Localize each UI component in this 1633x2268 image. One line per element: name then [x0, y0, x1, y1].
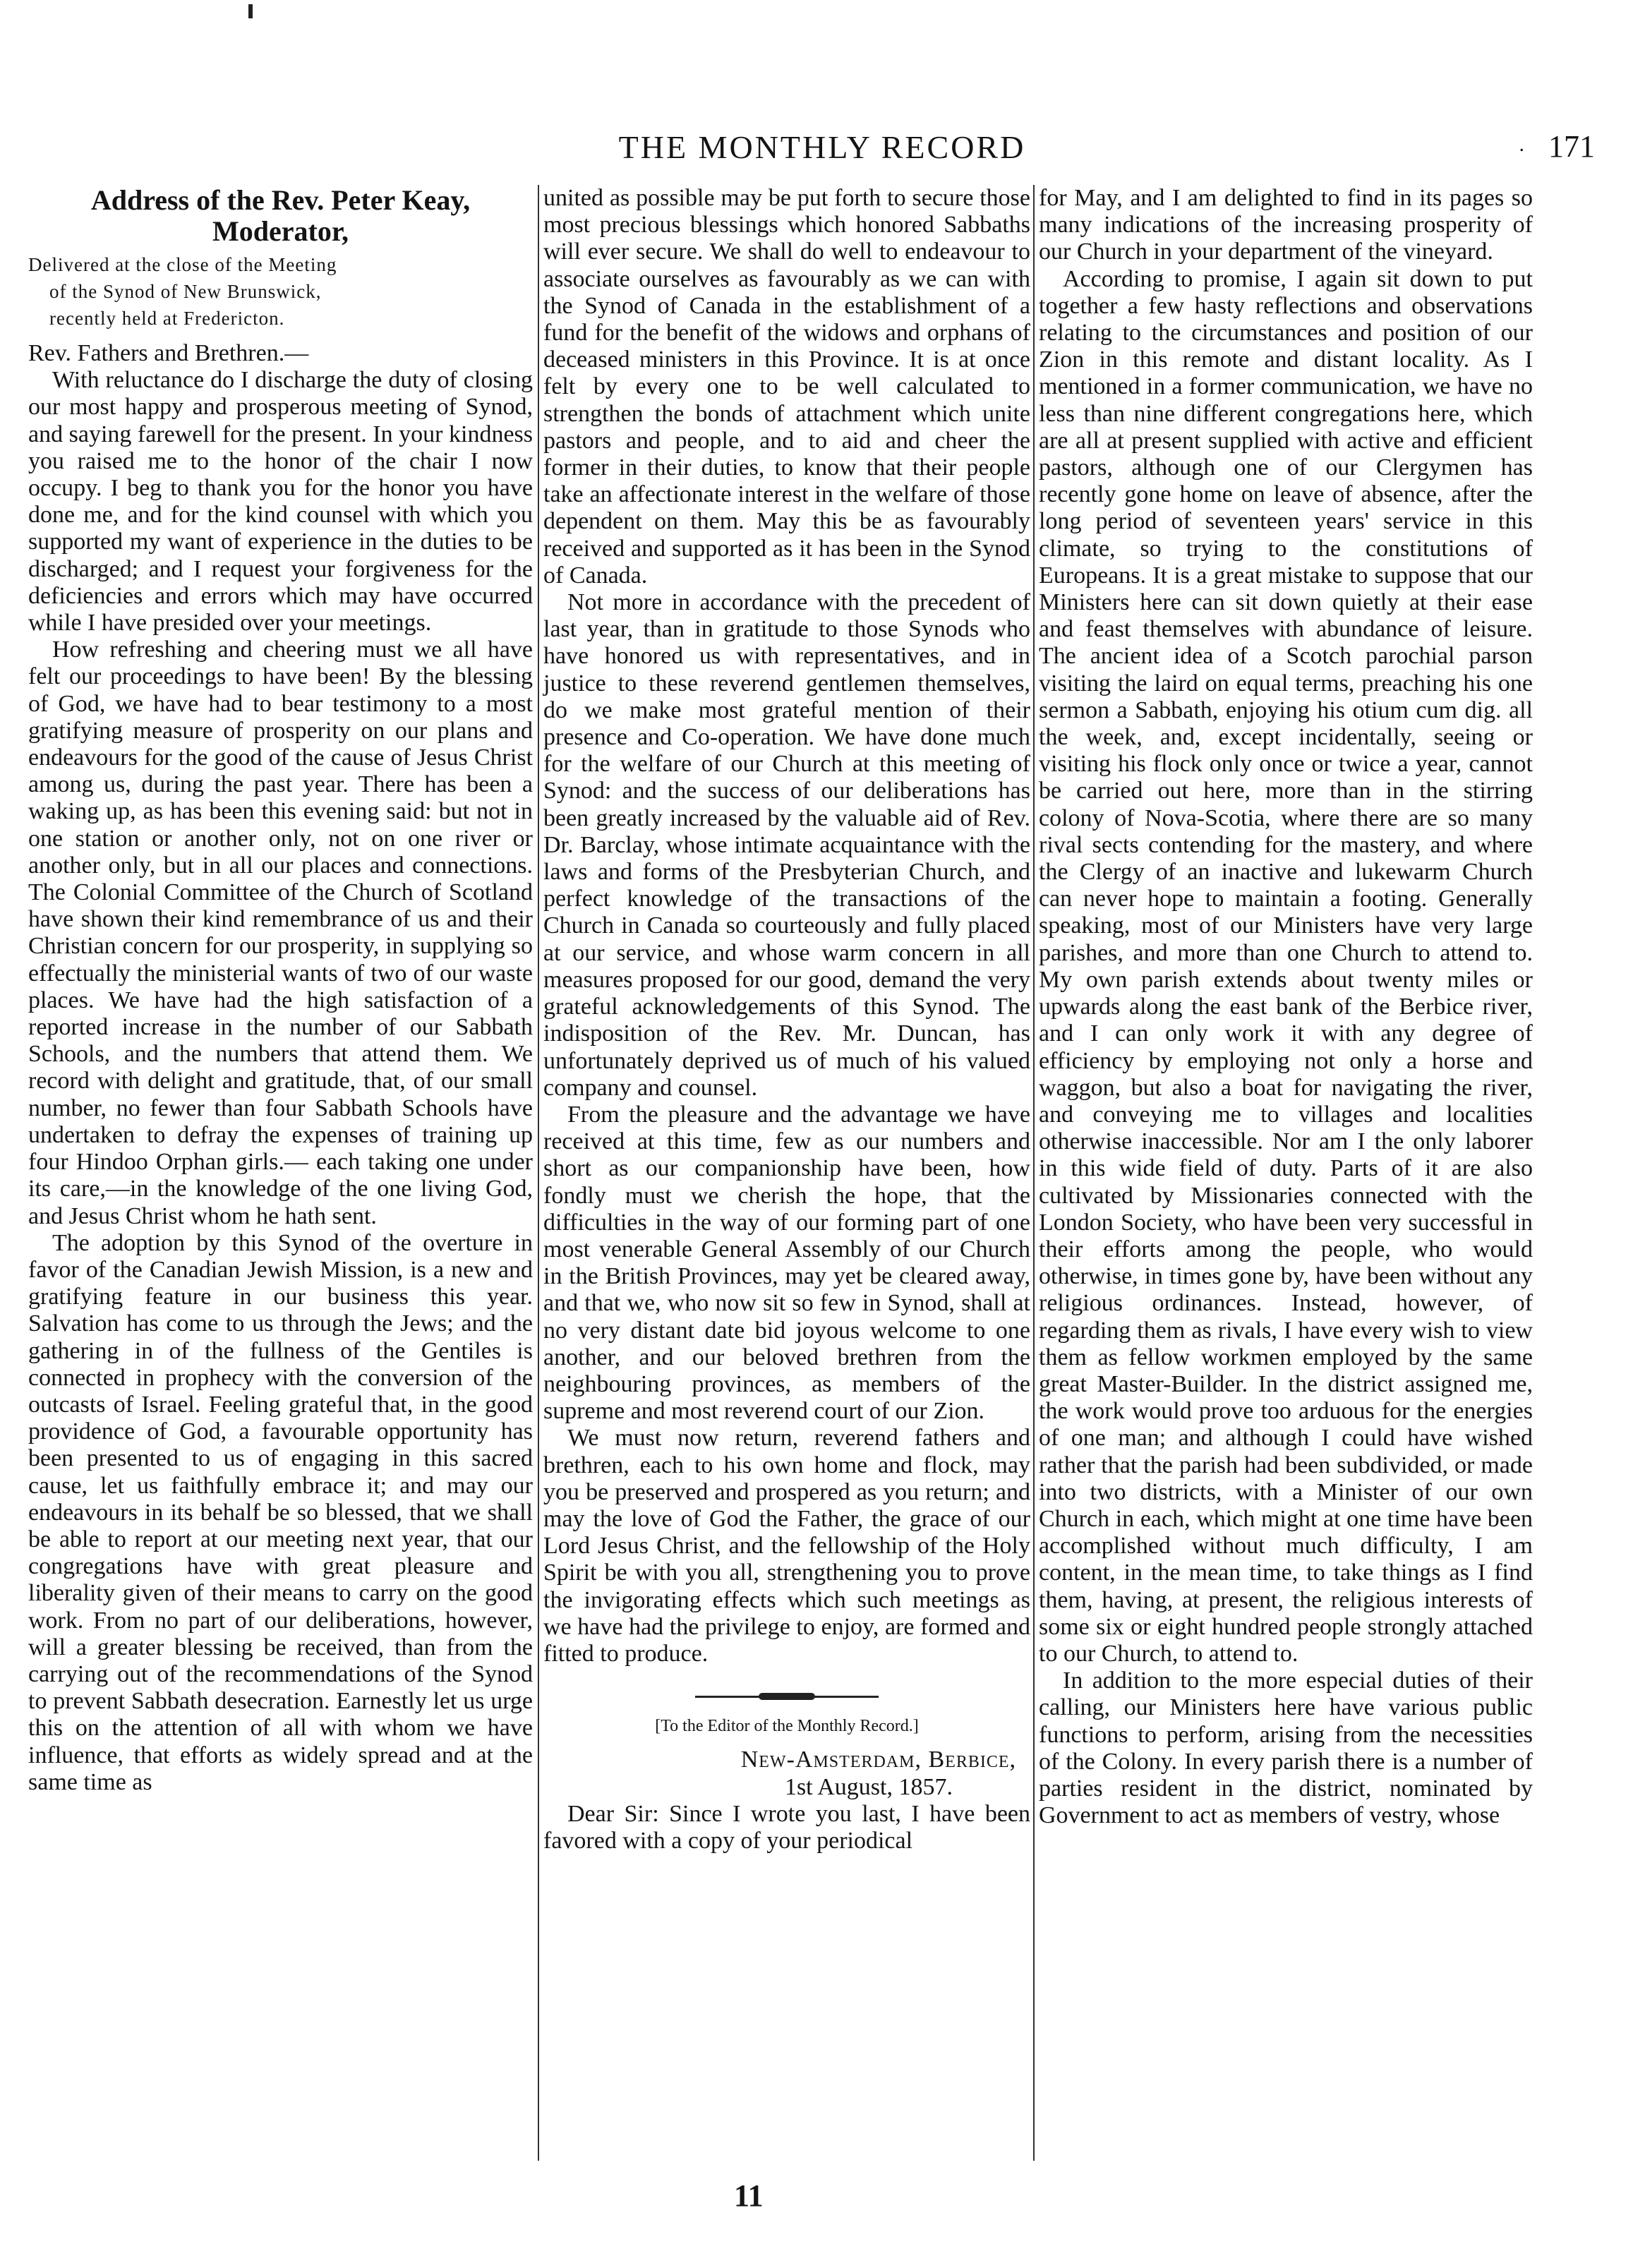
journal-title: THE MONTHLY RECORD	[618, 129, 1026, 165]
paragraph: Not more in accordance with the precedent of last year, than in gratitude to those Synods who have honored us with representatives, and in justice to these reverend gentlemen themselves, do we make most grateful mention of their presence and Co-operation. We have done much for the welfare of our Church at this meeting of Synod: and the success of our deliberations has been greatly increased by the valuable aid of Rev. Dr. Barclay, whose intimate acquaintance with the laws and forms of the Presbyterian Church, and perfect knowledge of the transactions of the Church in Canada so courteously and fully placed at our service, and whose warm concern in all measures proposed for our good, demand the very grateful acknowledgements of this Synod. The indisposition of the Rev. Mr. Duncan, has unfortunately deprived us of much of his valued company and counsel.	[543, 589, 1030, 1101]
letter-date: 1st August, 1857.	[784, 1773, 953, 1800]
article-title	[28, 185, 533, 247]
paragraph: According to promise, I again sit down to put together a few hasty reflections and observations relating to the circumstances and position of our Zion in this remote and distant locality. As I mentioned in a former communication, we have no less than nine different congregations here, which are all at present supplied with active and efficient pastors, although one of our Clergymen has recently gone home on leave of absence, after the long period of seventeen years' service in this climate, so trying to the constitutions of Europeans. It is a great mistake to suppose that our Ministers here can sit down quietly at their ease and feast themselves with abundance of leisure. The ancient idea of a Scotch parochial parson visiting the laird on equal terms, preaching his one sermon a Sabbath, enjoying his otium cum dig. all the week, and, except incidentally, seeing or visiting his flock only once or twice a year, cannot be carried out here, more than in the stirring colony of Nova-Scotia, where there are so many rival sects contending for the mastery, and where the Clergy of an inactive and lukewarm Church can never hope to maintain a footing. Generally speaking, most of our Ministers have very large parishes, and more than one Church to attend to. My own parish extends about twenty miles or upwards along the east bank of the Berbice river, and I can only work it with any degree of efficiency by employing not only a horse and waggon, but also a boat for navigating the river, and conveying me to villages and localities otherwise inaccessible. Nor am I the only laborer in this wide field of duty. Parts of it are also cultivated by Missionaries connected with the London Society, who have been very successful in their efforts among the people, who would otherwise, in times gone by, have been without any religious ordinances. Instead, however, of regarding them as rivals, I have every wish to view them as fellow workmen employed by the same great Master-Builder. In the district assigned me, the work would prove too arduous for the energies of one man; and although I could have wished rather that the parish had been subdivided, or made into two districts, with a Minister of our own Church in each, which might at one time have been accomplished without much difficulty, I am content, in the mean time, to take things as I find them, having, at present, the religious interests of some six or eight hundred people strongly attached to our Church, to attend to.	[1039, 265, 1533, 1667]
paragraph: From the pleasure and the advantage we have received at this time, few as our numbers and short as our companionship have been, how fondly must we cherish the hope, that the difficulties in the way of our forming part of one most venerable General Assembly of our Church in the British Provinces, may yet be cleared away, and that we, who now sit so few in Synod, shall at no very distant date bid joyous welcome to one another, and our beloved brethren from the neighbouring provinces, as members of the supreme and most reverend court of our Zion.	[543, 1101, 1030, 1425]
paragraph: The adoption by this Synod of the overture in favor of the Canadian Jewish Mission, is a new and gratifying feature in our business this year. Salvation has come to us through the Jews; and the gathering in of the fullness of the Gentiles is connected in prophecy with the conversion of the outcasts of Israel. Feeling grateful that, in the good providence of God, a favourable opportunity has been presented to us of engaging in this sacred cause, let us faithfully embrace it; and may our endeavours in its behalf be so blessed, that we shall be able to report at our meeting next year, that our congregations have with great pleasure and liberality given of their means to carry on the good work. From no part of our deliberations, however, will a greater blessing be received, than from the carrying out of the recommendations of the Synod to prevent Sabbath desecration. Earnestly let us urge this on the attention of all with whom we have influence, that efforts as widely spread and at the same time as	[28, 1229, 533, 1795]
salutation: Rev. Fathers and Brethren.—	[28, 340, 309, 366]
signature-mark: 11	[734, 2178, 764, 2213]
running-header	[49, 128, 1595, 172]
delivered-line1: Delivered at the close of the Meeting	[28, 254, 337, 275]
column-2	[543, 185, 1030, 1854]
column-3	[1039, 185, 1533, 1829]
ornamental-divider	[695, 1693, 879, 1700]
editor-note: [To the Editor of the Monthly Record.]	[655, 1717, 919, 1736]
letter-opening: Dear Sir: Since I wrote you last, I have been favored with a copy of your periodical	[543, 1800, 1030, 1854]
paragraph: united as possible may be put forth to secure those most precious blessings which honored Sabbaths will ever secure. We shall do well to endeavour to associate ourselves as favourably as we can with the Synod of Canada in the establishment of a fund for the benefit of the widows and orphans of deceased ministers in this Province. It is at once felt by every one to be well calculated to strengthen the bonds of attachment which unite pastors and people, and to aid and cheer the former in their duties, to know that their people take an affectionate interest in the welfare of those dependent on them. May this be as favourably received and supported as it has been in the Synod of Canada.	[543, 185, 1030, 589]
letter-place: New-Amsterdam, Berbice,	[740, 1747, 1016, 1773]
article-title-line2: Moderator,	[212, 215, 349, 247]
paragraph: We must now return, reverend fathers and brethren, each to his own home and flock, may you be preserved and prospered as you return; and may the love of God the Father, the grace of our Lord Jesus Christ, and the fellowship of the Holy Spirit be with you all, strengthening you to prove the invigorating effects which such meetings as we have had the privilege to enjoy, are formed and fitted to produce.	[543, 1425, 1030, 1667]
column-rule-right	[1033, 185, 1035, 2161]
article-title-line1: Address of the Rev. Peter Keay,	[90, 184, 471, 216]
header-dot: .	[1519, 133, 1524, 156]
page-number: 171	[1548, 129, 1595, 164]
column-1	[28, 185, 533, 1796]
stray-ink-mark	[248, 4, 253, 18]
paragraph: How refreshing and cheering must we all have felt our proceedings to have been! By the blessing of God, we have had to bear testimony to a most gratifying measure of prosperity on our plans and endeavours for the good of the cause of Jesus Christ among us, during the past year. There has been a waking up, as has been this evening said: but not in one station or another only, not on one river or another only, but in all our places and connections. The Colonial Committee of the Church of Scotland have shown their kind remembrance of us and their Christian concern for our prosperity, in supplying so effectually the ministerial wants of two of our waste places. We have had the high satisfaction of a reported increase in the number of our Sabbath Schools, and the numbers that attend them. We record with delight and gratitude, that, of our small number, no fewer than four Sabbath Schools have undertaken to defray the expenses of training up four Hindoo Orphan girls.— each taking one under its care,—in the knowledge of the one living God, and Jesus Christ whom he hath sent.	[28, 637, 533, 1229]
column-rule-left	[538, 185, 539, 2161]
delivered-line3: recently held at Fredericton.	[49, 308, 285, 329]
delivered-note	[28, 251, 533, 332]
paragraph: In addition to the more especial duties of their calling, our Ministers here have various public functions to perform, arising from the necessities of the Colony. In every parish there is a number of parties resident in the district, nominated by Government to act as members of vestry, whose	[1039, 1667, 1533, 1829]
paragraph: With reluctance do I discharge the duty of closing our most happy and prosperous meeting of Synod, and saying farewell for the present. In your kindness you raised me to the honor of the chair I now occupy. I beg to thank you for the honor you have done me, and for the kind counsel with which you supported my want of experience in the duties to be discharged; and I request your forgiveness for the deficiencies and errors which may have occurred while I have presided over your meetings.	[28, 367, 533, 637]
delivered-line2: of the Synod of New Brunswick,	[49, 281, 322, 302]
paragraph: for May, and I am delighted to find in its pages so many indications of the increasing prosperity of our Church in your department of the vineyard.	[1039, 185, 1533, 265]
